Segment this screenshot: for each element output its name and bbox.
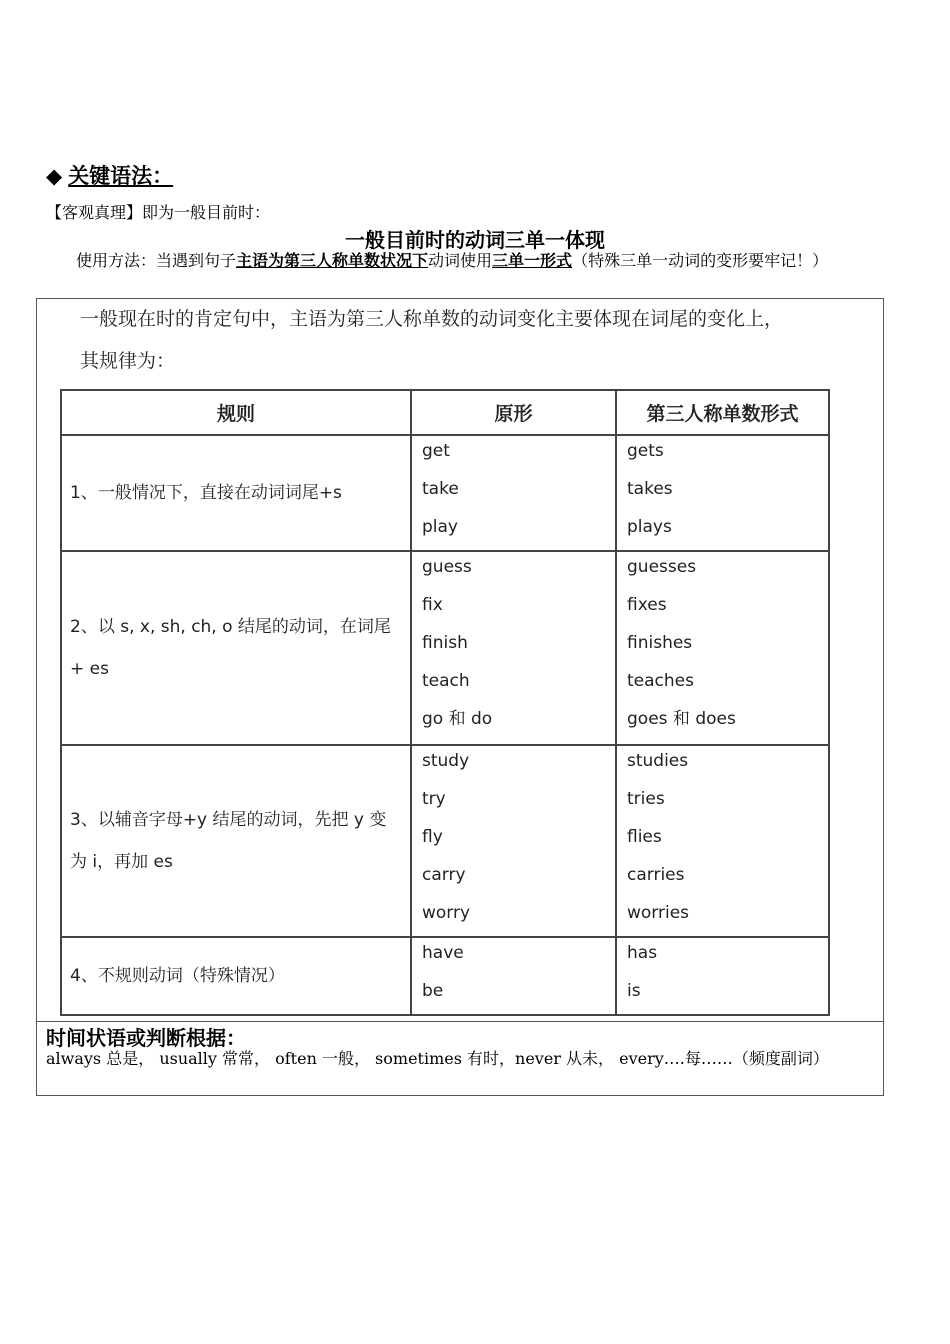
truth-line: 【客观真理】即为一般目前时：	[46, 203, 271, 222]
third-word: is	[627, 981, 641, 1001]
table-row	[61, 551, 829, 745]
rule-cell: 3、以辅音字母+y 结尾的动词，先把 y 变为 i，再加 es	[61, 745, 411, 937]
base-word: guess	[422, 557, 472, 577]
rule-cell: 4、不规则动词（特殊情况）	[61, 937, 411, 1015]
center-title: 一般目前时的动词三单一体现	[345, 228, 605, 252]
base-form-cell	[411, 937, 616, 1015]
usage-middle: 动词使用	[428, 251, 493, 270]
base-word: worry	[422, 903, 471, 923]
base-word: take	[422, 479, 459, 499]
third-word: tries	[627, 789, 665, 809]
third-word: gets	[627, 441, 664, 461]
header-base-form: 原形	[411, 390, 616, 435]
rule-cell: 1、一般情况下，直接在动词词尾+s	[61, 435, 411, 551]
base-word: teach	[422, 671, 470, 691]
header-third-person-form: 第三人称单数形式	[616, 390, 829, 435]
third-word: has	[627, 943, 658, 963]
third-form-cell	[616, 551, 829, 745]
base-word: try	[422, 789, 446, 809]
third-word: finishes	[627, 633, 693, 653]
third-form-cell	[616, 745, 829, 937]
heading-text: 关键语法：	[68, 163, 174, 188]
third-word: takes	[627, 479, 673, 499]
usage-emphasis-form: 三单一形式	[492, 251, 573, 270]
usage-prefix: 使用方法：当遇到句子	[76, 251, 237, 270]
usage-emphasis-subject: 主语为第三人称单数状况下	[236, 251, 429, 270]
base-word: finish	[422, 633, 468, 653]
base-word: have	[422, 943, 464, 963]
base-word: get	[422, 441, 450, 461]
base-word: fix	[422, 595, 443, 615]
base-form-cell	[411, 551, 616, 745]
third-word: worries	[627, 903, 690, 923]
third-word: plays	[627, 517, 672, 537]
third-word: studies	[627, 751, 689, 771]
time-adverbial-body: always 总是， usually 常常， often 一般， sometimes 有时，never 从未， every….每……（频度副词）	[46, 1049, 829, 1068]
diamond-bullet-icon: ◆	[46, 163, 63, 188]
base-form-cell	[411, 745, 616, 937]
third-form-cell	[616, 937, 829, 1015]
usage-suffix: （特殊三单一动词的变形要牢记！）	[572, 251, 829, 270]
section-heading	[46, 160, 183, 190]
third-word: flies	[627, 827, 662, 847]
third-word: teaches	[627, 671, 694, 691]
base-word: carry	[422, 865, 466, 885]
base-form-cell	[411, 435, 616, 551]
base-word: be	[422, 981, 444, 1001]
table-row	[61, 937, 829, 1015]
base-word: fly	[422, 827, 443, 847]
rule-cell: 2、以 s, x, sh, ch, o 结尾的动词，在词尾+ es	[61, 551, 411, 745]
base-word: study	[422, 751, 470, 771]
intro-line-2: 其规律为：	[80, 350, 176, 372]
third-word: goes 和 does	[627, 709, 736, 729]
time-adverbial-title: 时间状语或判断根据：	[46, 1026, 246, 1050]
intro-line-1: 一般现在时的肯定句中，主语为第三人称单数的动词变化主要体现在词尾的变化上，	[80, 308, 784, 330]
table-row	[61, 745, 829, 937]
third-word: carries	[627, 865, 685, 885]
usage-paragraph	[76, 249, 916, 273]
table-header-row	[61, 390, 829, 435]
third-form-cell	[616, 435, 829, 551]
rules-table	[60, 389, 830, 1016]
header-rule: 规则	[61, 390, 411, 435]
base-word: go 和 do	[422, 709, 493, 729]
table-row	[61, 435, 829, 551]
base-word: play	[422, 517, 458, 537]
third-word: guesses	[627, 557, 697, 577]
third-word: fixes	[627, 595, 667, 615]
